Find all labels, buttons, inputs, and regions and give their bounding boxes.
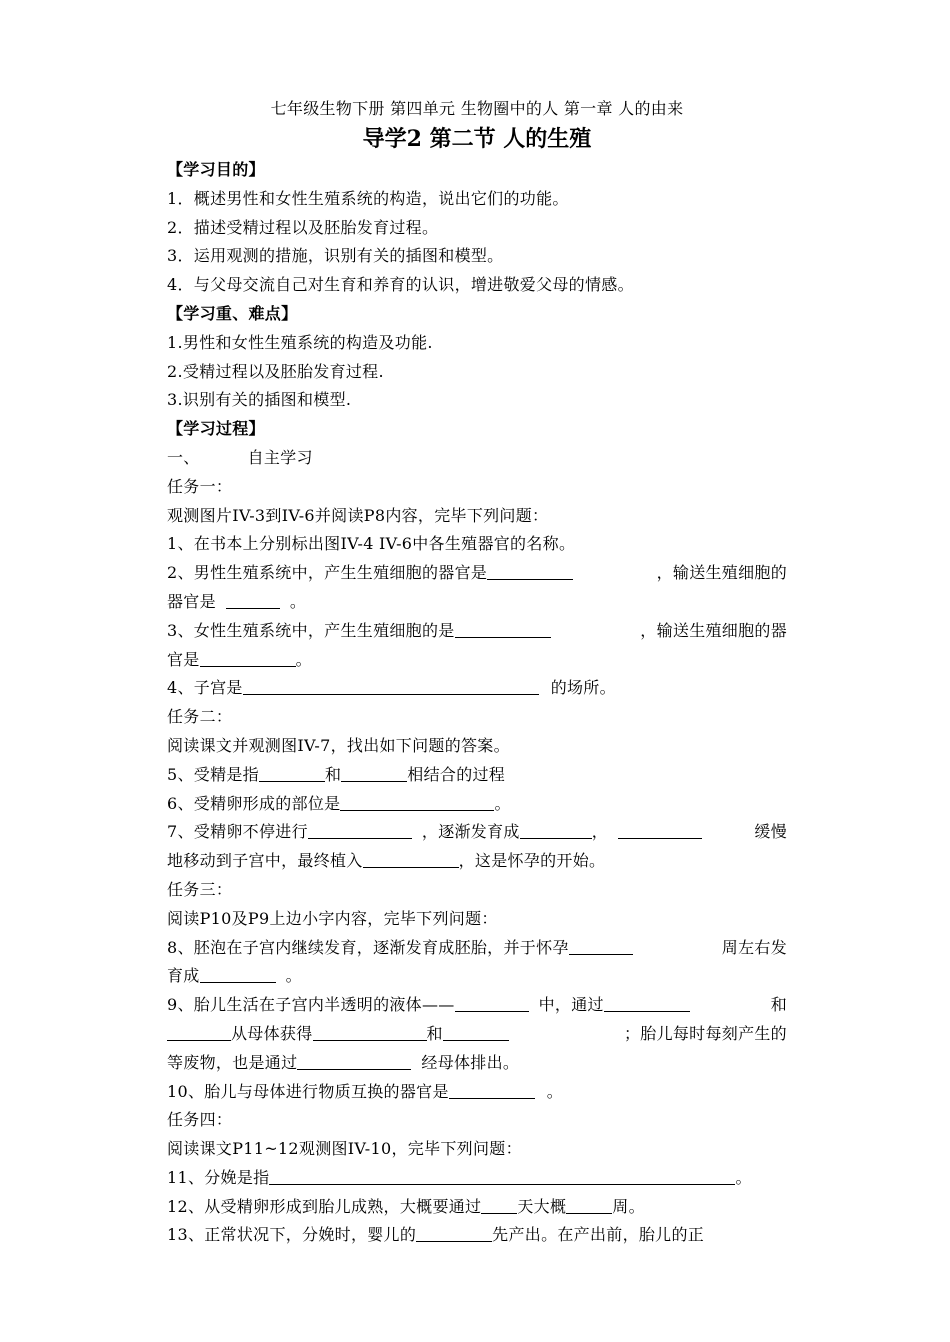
worksheet-page [167, 96, 787, 1250]
answer-blank[interactable] [443, 1022, 509, 1041]
objective-item: 2．描述受精过程以及胚胎发育过程。 [167, 217, 439, 237]
question-9-cont: 从母体获得 和 ；胎儿每时每刻产生的 [167, 1020, 787, 1049]
keypoint-item: 3.识别有关的插图和模型. [167, 390, 352, 410]
question-8: 8、胚泡在子宫内继续发育，逐渐发育成胚胎，并于怀孕 周左右发 [167, 937, 787, 957]
answer-blank[interactable] [604, 993, 690, 1012]
answer-blank[interactable] [481, 1195, 517, 1214]
keypoint-item: 1.男性和女性生殖系统的构造及功能. [167, 332, 433, 352]
answer-blank[interactable] [226, 590, 280, 609]
question-1: 1、在书本上分别标出图IV-4 IV-6中各生殖器官的名称。 [167, 534, 576, 554]
keypoints-heading: 【学习重、难点】 [167, 303, 298, 323]
page-title: 导学2 第二节 人的生殖 [362, 126, 592, 152]
question-7-cont: 地移动到子宫中，最终植入 ，这是怀孕的开始。 [167, 851, 606, 871]
question-13: 13、正常状况下，分娩时，婴儿的 先产出。在产出前，胎儿的正 [167, 1225, 705, 1245]
task-intro: 阅读P10及P9上边小字内容，完毕下列问题： [167, 908, 498, 928]
question-4: 4、子宫是 的场所。 [167, 678, 616, 698]
task-heading: 任务四： [167, 1110, 233, 1130]
question-7: 7、受精卵不停进行 ，逐渐发育成 ， 缓慢 [167, 822, 787, 842]
part1-title: 自主学习 [247, 447, 313, 467]
answer-blank[interactable] [455, 993, 529, 1012]
question-12: 12、从受精卵形成到胎儿成熟，大概要通过 天大概 周。 [167, 1196, 645, 1216]
question-3-cont: 官是 。 [167, 649, 312, 669]
answer-blank[interactable] [569, 936, 633, 955]
question-8-cont: 育成 。 [167, 966, 302, 986]
answer-blank[interactable] [487, 561, 573, 580]
answer-blank[interactable] [520, 820, 592, 839]
question-2: 2、男性生殖系统中，产生生殖细胞的器官是 ，输送生殖细胞的 [167, 563, 787, 583]
chapter-header: 七年级生物下册 第四单元 生物圈中的人 第一章 人的由来 [270, 99, 684, 118]
answer-blank[interactable] [259, 763, 325, 782]
objective-item: 4．与父母交流自己对生育和养育的认识，增进敬爱父母的情感。 [167, 275, 634, 295]
answer-blank[interactable] [455, 619, 551, 638]
answer-blank[interactable] [313, 1022, 427, 1041]
question-6: 6、受精卵形成的部位是 。 [167, 793, 511, 813]
task-heading: 任务三： [167, 879, 233, 899]
objectives-heading: 【学习目的】 [167, 160, 265, 179]
question-11: 11、分娩是指 。 [167, 1167, 752, 1187]
part1-heading [167, 444, 787, 473]
task-intro: 阅读课文并观测图IV-7，找出如下问题的答案。 [167, 735, 510, 755]
part1-number: 一、 [167, 447, 200, 467]
keypoint-item: 2.受精过程以及胚胎发育过程. [167, 361, 384, 381]
answer-blank[interactable] [618, 820, 702, 839]
process-heading: 【学习过程】 [167, 419, 265, 439]
question-9-cont2: 等废物，也是通过 经母体排出。 [167, 1052, 520, 1072]
objective-item: 1．概述男性和女性生殖系统的构造，说出它们的功能。 [167, 188, 569, 208]
answer-blank[interactable] [341, 763, 407, 782]
answer-blank[interactable] [308, 820, 412, 839]
answer-blank[interactable] [297, 1051, 411, 1070]
question-2-cont: 器官是 。 [167, 591, 307, 611]
answer-blank[interactable] [200, 964, 276, 983]
objective-item: 3．运用观测的措施，识别有关的插图和模型。 [167, 246, 504, 266]
answer-blank[interactable] [269, 1166, 735, 1185]
answer-blank[interactable] [200, 648, 296, 667]
task-heading: 任务二： [167, 707, 233, 727]
task-intro: 观测图片IV-3到IV-6并阅读P8内容，完毕下列问题： [167, 505, 549, 525]
answer-blank[interactable] [340, 792, 494, 811]
question-5: 5、受精是指 和 相结合的过程 [167, 764, 506, 784]
question-3: 3、女性生殖系统中，产生生殖细胞的是 ，输送生殖细胞的器 [167, 620, 787, 640]
answer-blank[interactable] [566, 1195, 612, 1214]
task-intro: 阅读课文P11~12观测图IV-10，完毕下列问题： [167, 1139, 522, 1159]
answer-blank[interactable] [416, 1223, 492, 1242]
task-heading: 任务一： [167, 476, 233, 496]
answer-blank[interactable] [167, 1022, 231, 1041]
question-10: 10、胎儿与母体进行物质互换的器官是 。 [167, 1081, 564, 1101]
answer-blank[interactable] [363, 849, 459, 868]
answer-blank[interactable] [243, 676, 539, 695]
answer-blank[interactable] [449, 1080, 535, 1099]
question-9: 9、胎儿生活在子宫内半透明的液体—— 中，通过 和 [167, 995, 787, 1015]
